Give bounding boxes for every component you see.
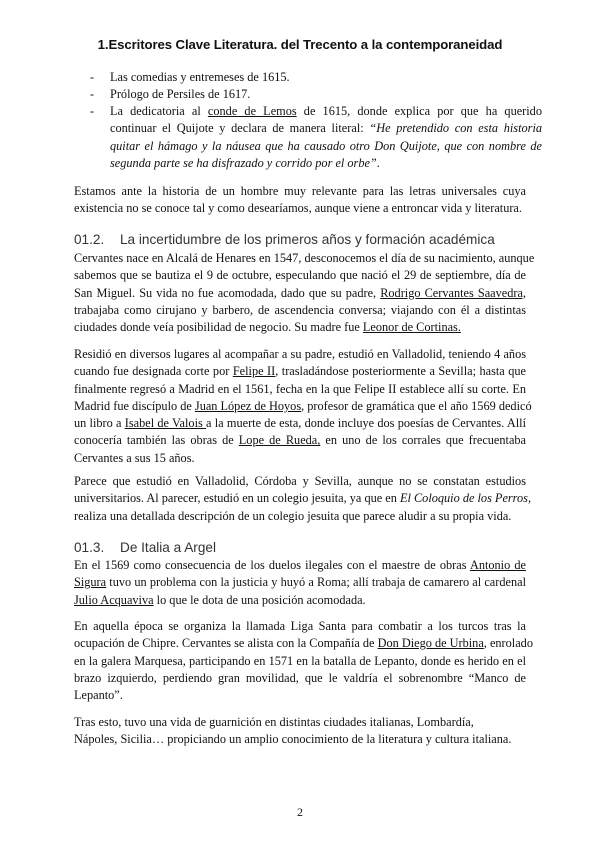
text-line: Estamos ante la historia de un hombre muy relevante para las letras universales cuya	[74, 184, 526, 198]
bullet-line: quitar el hámago y la náusea que ha causado otro Don Quijote, que con nombre de	[110, 138, 542, 153]
text-line: Lepanto”.	[74, 688, 123, 703]
bullet-text: Las comedias y entremeses de 1615.	[110, 70, 290, 84]
paragraph	[74, 346, 532, 467]
text-line: Residió en diversos lugares al acompañar a su padre, estudió en Valladolid, teniendo 4 años	[74, 347, 526, 361]
text-line: En aquella época se organiza la llamada Liga Santa para combatir a los turcos tras la	[74, 619, 526, 633]
bullet-line: La dedicatoria al conde de Lemos de 1615, donde explica por que ha querido	[110, 104, 542, 118]
text-line: San Miguel. Su vida no fue acomodada, dado que su padre, Rodrigo Cervantes Saavedra,	[74, 285, 526, 300]
section-heading	[74, 540, 526, 555]
text-line: En el 1569 como consecuencia de los duelos ilegales con el maestre de obras Antonio de	[74, 558, 526, 572]
text-line: conocería también las obras de Lope de Rueda, en uno de los corrales que frecuentaba	[74, 433, 527, 448]
section-title: De Italia a Argel	[120, 540, 216, 555]
text-line: universitarios. Al parecer, estudió en un colegio jesuita, ya que en El Coloquio de los Perros,	[74, 491, 532, 506]
text-line: en la galera Marquesa, participando en 1571 en la batalla de Lepanto, donde es herido en el	[74, 653, 526, 668]
bullet-text-block	[110, 103, 542, 172]
paragraph	[74, 557, 526, 609]
text-line: existencia no se conoce tal y como desearíamos, aunque viene a entroncar vida y literatura.	[74, 201, 522, 216]
text-line: cuando fue designada corte por Felipe II, trasladándose posteriormente a Sevilla; hasta que	[74, 364, 526, 379]
text-line: Sigura tuvo un problema con la justicia y huyó a Roma; allí trabaja de camarero al cardenal	[74, 575, 526, 590]
paragraph	[74, 250, 535, 336]
text-line: Parece que estudió en Valladolid, Córdoba y Sevilla, aunque no se constatan estudios	[74, 474, 526, 488]
bullet-dash: -	[90, 104, 95, 118]
text-line: Cervantes a sus 15 años.	[74, 450, 195, 465]
text-line: Nápoles, Sicilia… propiciando un amplio conocimiento de la literatura y cultura italiana.	[74, 732, 512, 747]
paragraph	[74, 714, 526, 749]
page-title: 1.Escritores Clave Literatura. del Trecento a la contemporaneidad	[97, 37, 503, 52]
paragraph	[74, 618, 533, 704]
section-number: 01.3.	[74, 540, 105, 555]
bullet-dash: -	[90, 87, 95, 101]
text-line: Madrid fue discípulo de Juan López de Hoyos, profesor de gramática que el año 1569 dedicó	[74, 398, 532, 413]
text-line: finalmente regresó a Madrid en el 1561, fecha en la que Felipe II establece allí su corte. En	[74, 381, 526, 396]
bullet-text: Prólogo de Persiles de 1617.	[110, 87, 251, 101]
section-heading	[74, 232, 526, 247]
text-line: ocupación de Chipre. Cervantes se alista con la Compañía de Don Diego de Urbina, enrolado	[74, 636, 533, 651]
text-line: Julio Acquaviva lo que le dota de una posición acomodada.	[74, 592, 366, 607]
bullet-dash: -	[90, 70, 95, 84]
text-line: un libro a Isabel de Valois a la muerte de esta, donde incluye dos poesías de Cervantes. Allí	[74, 416, 527, 431]
section-title: La incertidumbre de los primeros años y formación académica	[120, 232, 495, 247]
text-line: ciudades donde veía posibilidad de negocio. Su madre fue Leonor de Cortinas.	[74, 320, 461, 335]
bullet-line: continuar el Quijote y declara de manera literal: “He pretendido con esta historia	[110, 121, 543, 136]
text-line: realiza una detallada descripción de un colegio jesuita que parece aludir a su propia vida.	[74, 508, 512, 523]
text-line: Tras esto, tuvo una vida de guarnición en distintas ciudades italianas, Lombardía,	[74, 715, 474, 729]
intro-paragraph	[74, 183, 526, 218]
text-line: trabajaba como cirujano y barbero, de ascendencia conversa; viajando con él a distintas	[74, 302, 526, 317]
bullet-line: segunda parte se ha disfrazado y corrido por el orbe”.	[110, 155, 380, 170]
section-number: 01.2.	[74, 232, 105, 247]
text-line: Cervantes nace en Alcalá de Henares en 1547, desconocemos el día de su nacimiento, aunque	[74, 251, 535, 265]
text-line: brazo izquierdo, perdiendo gran movilidad, que le valdría el sobrenombre “Manco de	[74, 670, 526, 685]
text-line: sabemos que se bautiza el 9 de octubre, especulando que nació el 29 de septiembre, día de	[74, 268, 526, 283]
paragraph	[74, 473, 532, 525]
page-number: 2	[297, 805, 303, 819]
